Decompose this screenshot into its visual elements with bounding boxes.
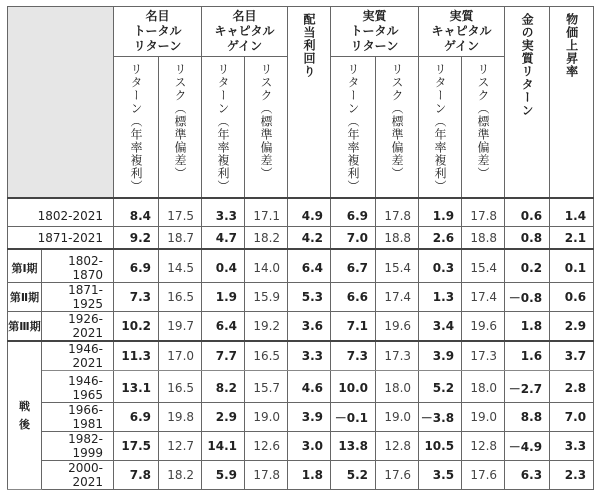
value-cell: 19.2 xyxy=(245,312,288,342)
value-cell: 0.6 xyxy=(550,283,594,312)
value-cell: 17.4 xyxy=(462,283,505,312)
value-cell: 6.9 xyxy=(114,403,159,432)
value-cell: 19.0 xyxy=(245,403,288,432)
header-gold-real-return: 金の実質リターン xyxy=(505,7,550,199)
value-cell: 8.8 xyxy=(505,403,550,432)
value-cell: 4.7 xyxy=(202,227,245,250)
table-row xyxy=(8,312,594,342)
value-cell: 19.0 xyxy=(462,403,505,432)
value-cell: 5.3 xyxy=(288,283,331,312)
value-cell: 3.4 xyxy=(419,312,462,342)
value-cell: 15.4 xyxy=(462,249,505,283)
value-cell: 17.3 xyxy=(462,341,505,371)
value-cell: 5.2 xyxy=(331,461,376,490)
period-cell: 2000-2021 xyxy=(42,461,114,490)
value-cell: 3.3 xyxy=(288,341,331,371)
value-cell: 19.6 xyxy=(462,312,505,342)
value-cell: 12.8 xyxy=(376,432,419,461)
value-cell: 3.0 xyxy=(288,432,331,461)
value-cell: 3.9 xyxy=(419,341,462,371)
value-cell: 2.1 xyxy=(550,227,594,250)
header-nominal-total-return: 名目 トータル リターン xyxy=(114,7,202,57)
value-cell: 1.3 xyxy=(419,283,462,312)
value-cell: 17.1 xyxy=(245,198,288,227)
value-cell: 18.0 xyxy=(462,371,505,403)
sub-risk: リスク（標準偏差） xyxy=(376,57,419,199)
value-cell: 19.7 xyxy=(159,312,202,342)
postwar-label: 戦 後 xyxy=(8,341,42,490)
value-cell: －3.8 xyxy=(419,403,462,432)
value-cell: 3.9 xyxy=(288,403,331,432)
table-row xyxy=(8,198,594,227)
sub-risk: リスク（標準偏差） xyxy=(245,57,288,199)
value-cell: 14.5 xyxy=(159,249,202,283)
value-cell: 7.0 xyxy=(550,403,594,432)
value-cell: 7.1 xyxy=(331,312,376,342)
table-row xyxy=(8,371,594,403)
value-cell: 2.9 xyxy=(550,312,594,342)
value-cell: 18.2 xyxy=(245,227,288,250)
header-inflation: 物価上昇率 xyxy=(550,7,594,199)
era-label: 第Ⅲ期 xyxy=(8,312,42,342)
value-cell: 2.6 xyxy=(419,227,462,250)
period-cell: 1802-2021 xyxy=(8,198,114,227)
sub-return: リターン（年率複利） xyxy=(202,57,245,199)
value-cell: 6.6 xyxy=(331,283,376,312)
table-row xyxy=(8,341,594,371)
value-cell: 1.9 xyxy=(419,198,462,227)
value-cell: 10.2 xyxy=(114,312,159,342)
value-cell: 7.8 xyxy=(114,461,159,490)
header-nominal-capital-gain: 名目 キャピタル ゲイン xyxy=(202,7,288,57)
value-cell: 0.2 xyxy=(505,249,550,283)
value-cell: 5.9 xyxy=(202,461,245,490)
value-cell: 3.7 xyxy=(550,341,594,371)
value-cell: 17.6 xyxy=(462,461,505,490)
period-cell: 1871-1925 xyxy=(42,283,114,312)
sub-return: リターン（年率複利） xyxy=(114,57,159,199)
value-cell: 13.1 xyxy=(114,371,159,403)
value-cell: 0.1 xyxy=(550,249,594,283)
value-cell: 17.0 xyxy=(159,341,202,371)
value-cell: 11.3 xyxy=(114,341,159,371)
value-cell: 18.0 xyxy=(376,371,419,403)
value-cell: 14.0 xyxy=(245,249,288,283)
value-cell: －0.1 xyxy=(331,403,376,432)
value-cell: 0.4 xyxy=(202,249,245,283)
value-cell: 17.5 xyxy=(114,432,159,461)
value-cell: 10.5 xyxy=(419,432,462,461)
value-cell: 17.4 xyxy=(376,283,419,312)
period-cell: 1982-1999 xyxy=(42,432,114,461)
returns-table xyxy=(7,6,594,490)
sub-risk: リスク（標準偏差） xyxy=(462,57,505,199)
table-row xyxy=(8,432,594,461)
sub-return: リターン（年率複利） xyxy=(419,57,462,199)
value-cell: 17.5 xyxy=(159,198,202,227)
header-dividend-yield: 配当利回り xyxy=(288,7,331,199)
value-cell: 19.0 xyxy=(376,403,419,432)
value-cell: －0.8 xyxy=(505,283,550,312)
period-cell: 1966-1981 xyxy=(42,403,114,432)
header-real-total-return: 実質 トータル リターン xyxy=(331,7,419,57)
value-cell: 3.6 xyxy=(288,312,331,342)
value-cell: 2.8 xyxy=(550,371,594,403)
value-cell: 2.3 xyxy=(550,461,594,490)
header-real-capital-gain: 実質 キャピタル ゲイン xyxy=(419,7,505,57)
value-cell: 1.6 xyxy=(505,341,550,371)
period-cell: 1802-1870 xyxy=(42,249,114,283)
value-cell: 12.6 xyxy=(245,432,288,461)
value-cell: 6.4 xyxy=(202,312,245,342)
value-cell: 1.8 xyxy=(505,312,550,342)
value-cell: 17.8 xyxy=(462,198,505,227)
value-cell: 18.2 xyxy=(159,461,202,490)
value-cell: 7.0 xyxy=(331,227,376,250)
sub-return: リターン（年率複利） xyxy=(331,57,376,199)
value-cell: －4.9 xyxy=(505,432,550,461)
value-cell: 17.8 xyxy=(245,461,288,490)
value-cell: 8.2 xyxy=(202,371,245,403)
value-cell: 13.8 xyxy=(331,432,376,461)
table-row xyxy=(8,283,594,312)
period-cell: 1946-1965 xyxy=(42,371,114,403)
value-cell: 16.5 xyxy=(245,341,288,371)
sub-risk: リスク（標準偏差） xyxy=(159,57,202,199)
value-cell: 1.4 xyxy=(550,198,594,227)
value-cell: 14.1 xyxy=(202,432,245,461)
period-cell: 1926-2021 xyxy=(42,312,114,342)
value-cell: 18.7 xyxy=(159,227,202,250)
table-row xyxy=(8,461,594,490)
value-cell: 18.8 xyxy=(462,227,505,250)
value-cell: 7.7 xyxy=(202,341,245,371)
value-cell: 15.4 xyxy=(376,249,419,283)
value-cell: 6.3 xyxy=(505,461,550,490)
value-cell: 7.3 xyxy=(114,283,159,312)
value-cell: 19.6 xyxy=(376,312,419,342)
value-cell: 6.9 xyxy=(114,249,159,283)
value-cell: 3.5 xyxy=(419,461,462,490)
value-cell: 2.9 xyxy=(202,403,245,432)
value-cell: 16.5 xyxy=(159,283,202,312)
value-cell: 6.7 xyxy=(331,249,376,283)
value-cell: 3.3 xyxy=(550,432,594,461)
value-cell: 1.9 xyxy=(202,283,245,312)
value-cell: 7.3 xyxy=(331,341,376,371)
value-cell: 15.7 xyxy=(245,371,288,403)
value-cell: 4.2 xyxy=(288,227,331,250)
value-cell: 17.8 xyxy=(376,198,419,227)
value-cell: 18.8 xyxy=(376,227,419,250)
value-cell: 0.8 xyxy=(505,227,550,250)
era-label: 第Ⅱ期 xyxy=(8,283,42,312)
value-cell: 4.6 xyxy=(288,371,331,403)
value-cell: 12.7 xyxy=(159,432,202,461)
value-cell: 4.9 xyxy=(288,198,331,227)
value-cell: 3.3 xyxy=(202,198,245,227)
period-cell: 1871-2021 xyxy=(8,227,114,250)
value-cell: 6.4 xyxy=(288,249,331,283)
value-cell: 6.9 xyxy=(331,198,376,227)
value-cell: 12.8 xyxy=(462,432,505,461)
value-cell: 0.3 xyxy=(419,249,462,283)
table-row xyxy=(8,249,594,283)
value-cell: －2.7 xyxy=(505,371,550,403)
table-row xyxy=(8,403,594,432)
era-label: 第Ⅰ期 xyxy=(8,249,42,283)
corner-cell xyxy=(8,7,114,199)
table-row xyxy=(8,227,594,250)
value-cell: 15.9 xyxy=(245,283,288,312)
value-cell: 17.3 xyxy=(376,341,419,371)
value-cell: 10.0 xyxy=(331,371,376,403)
value-cell: 17.6 xyxy=(376,461,419,490)
value-cell: 5.2 xyxy=(419,371,462,403)
value-cell: 19.8 xyxy=(159,403,202,432)
value-cell: 0.6 xyxy=(505,198,550,227)
value-cell: 16.5 xyxy=(159,371,202,403)
period-cell: 1946-2021 xyxy=(42,341,114,371)
value-cell: 8.4 xyxy=(114,198,159,227)
value-cell: 1.8 xyxy=(288,461,331,490)
value-cell: 9.2 xyxy=(114,227,159,250)
